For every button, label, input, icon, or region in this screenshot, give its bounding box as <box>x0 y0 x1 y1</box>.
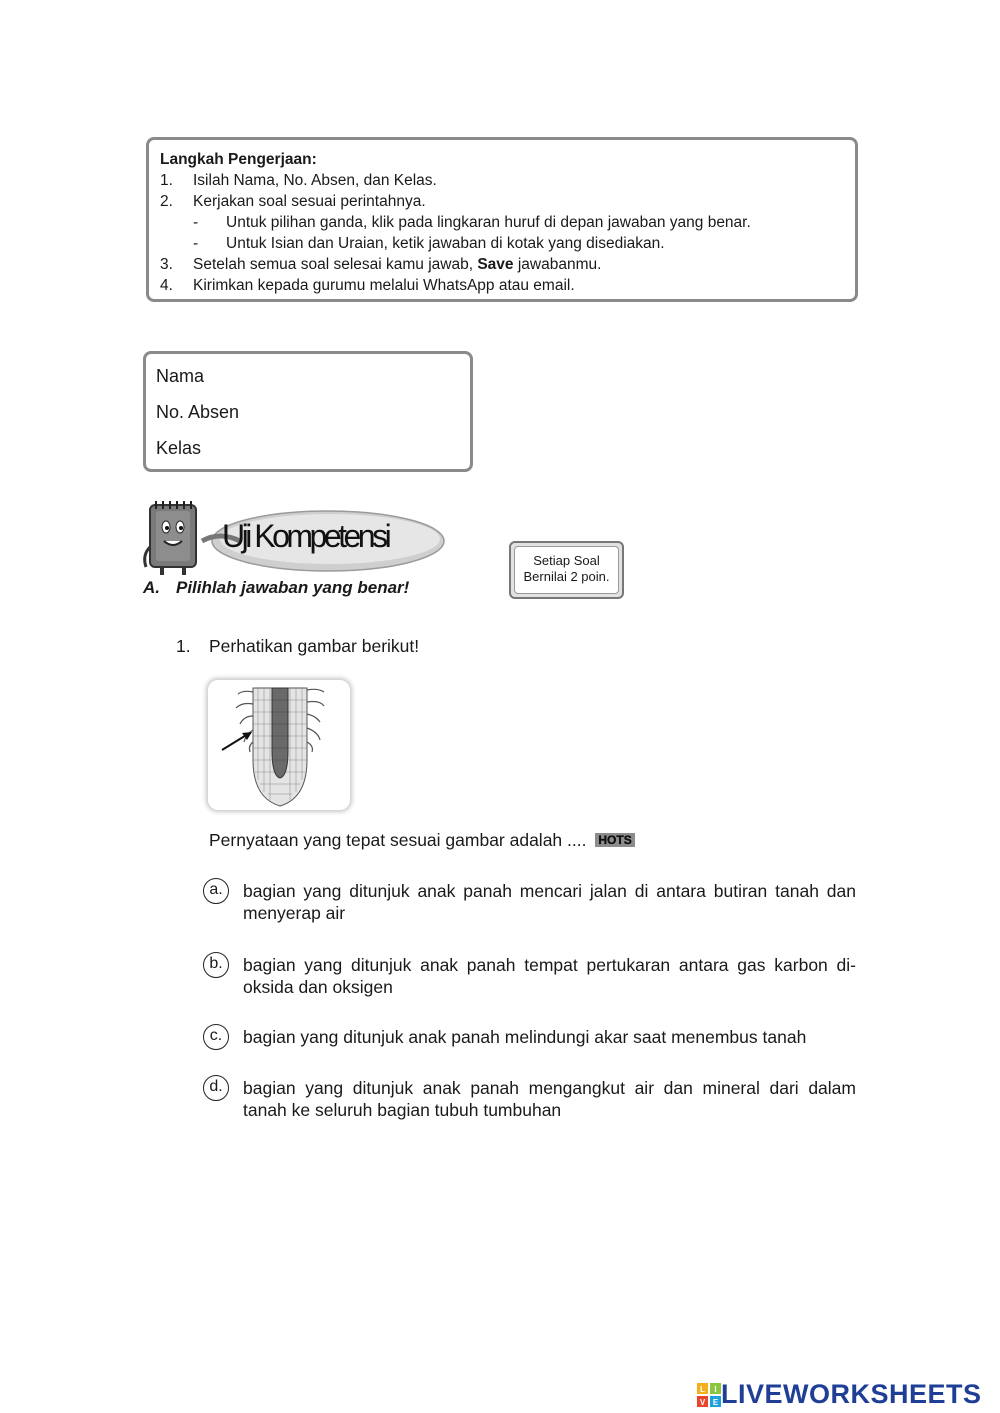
option-text: bagian yang ditunjuk anak panah mencari jalan di antara butiran tanah dan menyerap air <box>243 881 856 923</box>
option-text: bagian yang ditunjuk anak panah tempat pertukaran antara gas karbon di-oksida dan oksigen <box>243 955 856 997</box>
root-tip-figure <box>208 680 350 810</box>
identity-box <box>143 351 473 472</box>
brand-name: LIVEWORKSHEETS <box>721 1379 982 1409</box>
option-text: bagian yang ditunjuk anak panah mengangkut air dan mineral dari dalam tanah ke seluruh bagian tubuh tumbuhan <box>243 1078 856 1120</box>
option-text: bagian yang ditunjuk anak panah melindungi akar saat menembus tanah <box>243 1027 807 1047</box>
option-a[interactable] <box>203 880 856 924</box>
instruction-step: 4. Kirimkan kepada gurumu melalui WhatsApp atau email. <box>160 277 575 294</box>
question-statement: Pernyataan yang tepat sesuai gambar adalah .... HOTS <box>209 830 635 851</box>
points-note: Setiap Soal Bernilai 2 poin. <box>509 541 624 599</box>
option-c[interactable] <box>203 1026 856 1050</box>
banner-title: Uji Kompetensi <box>222 518 389 554</box>
option-b[interactable] <box>203 954 856 998</box>
absen-label: No. Absen <box>156 402 240 422</box>
name-label: Nama <box>156 366 205 386</box>
instructions-title: Langkah Pengerjaan: <box>160 151 317 168</box>
section-heading: A. Pilihlah jawaban yang benar! <box>143 578 410 597</box>
instruction-step: 1. Isilah Nama, No. Absen, dan Kelas. <box>160 172 437 189</box>
liveworksheets-logo <box>697 1379 982 1410</box>
instruction-substep: - Untuk pilihan ganda, klik pada lingkaran huruf di depan jawaban yang benar. <box>193 214 751 231</box>
instruction-step: 3. Setelah semua soal selesai kamu jawab, Save jawabanmu. <box>160 256 602 273</box>
hots-badge: HOTS <box>595 833 634 847</box>
root-tip-icon <box>208 680 350 810</box>
svg-text:V: V <box>699 1397 706 1407</box>
svg-text:E: E <box>712 1397 719 1407</box>
instructions-box <box>146 137 858 302</box>
class-label: Kelas <box>156 438 202 458</box>
svg-text:L: L <box>700 1384 705 1394</box>
question-prompt: 1. Perhatikan gambar berikut! <box>176 636 420 656</box>
option-c-circle[interactable]: c. <box>203 1024 229 1050</box>
option-d-circle[interactable]: d. <box>203 1075 229 1101</box>
notebook-mascot-icon <box>145 501 196 575</box>
option-a-circle[interactable]: a. <box>203 878 229 904</box>
arrow-icon <box>222 732 252 750</box>
option-d[interactable] <box>203 1077 856 1121</box>
liveworksheets-logo-icon <box>697 1383 721 1407</box>
instruction-substep: - Untuk Isian dan Uraian, ketik jawaban di kotak yang disediakan. <box>193 235 665 252</box>
option-b-circle[interactable]: b. <box>203 952 229 978</box>
svg-text:I: I <box>714 1384 717 1394</box>
instruction-step: 2. Kerjakan soal sesuai perintahnya. <box>160 193 426 210</box>
